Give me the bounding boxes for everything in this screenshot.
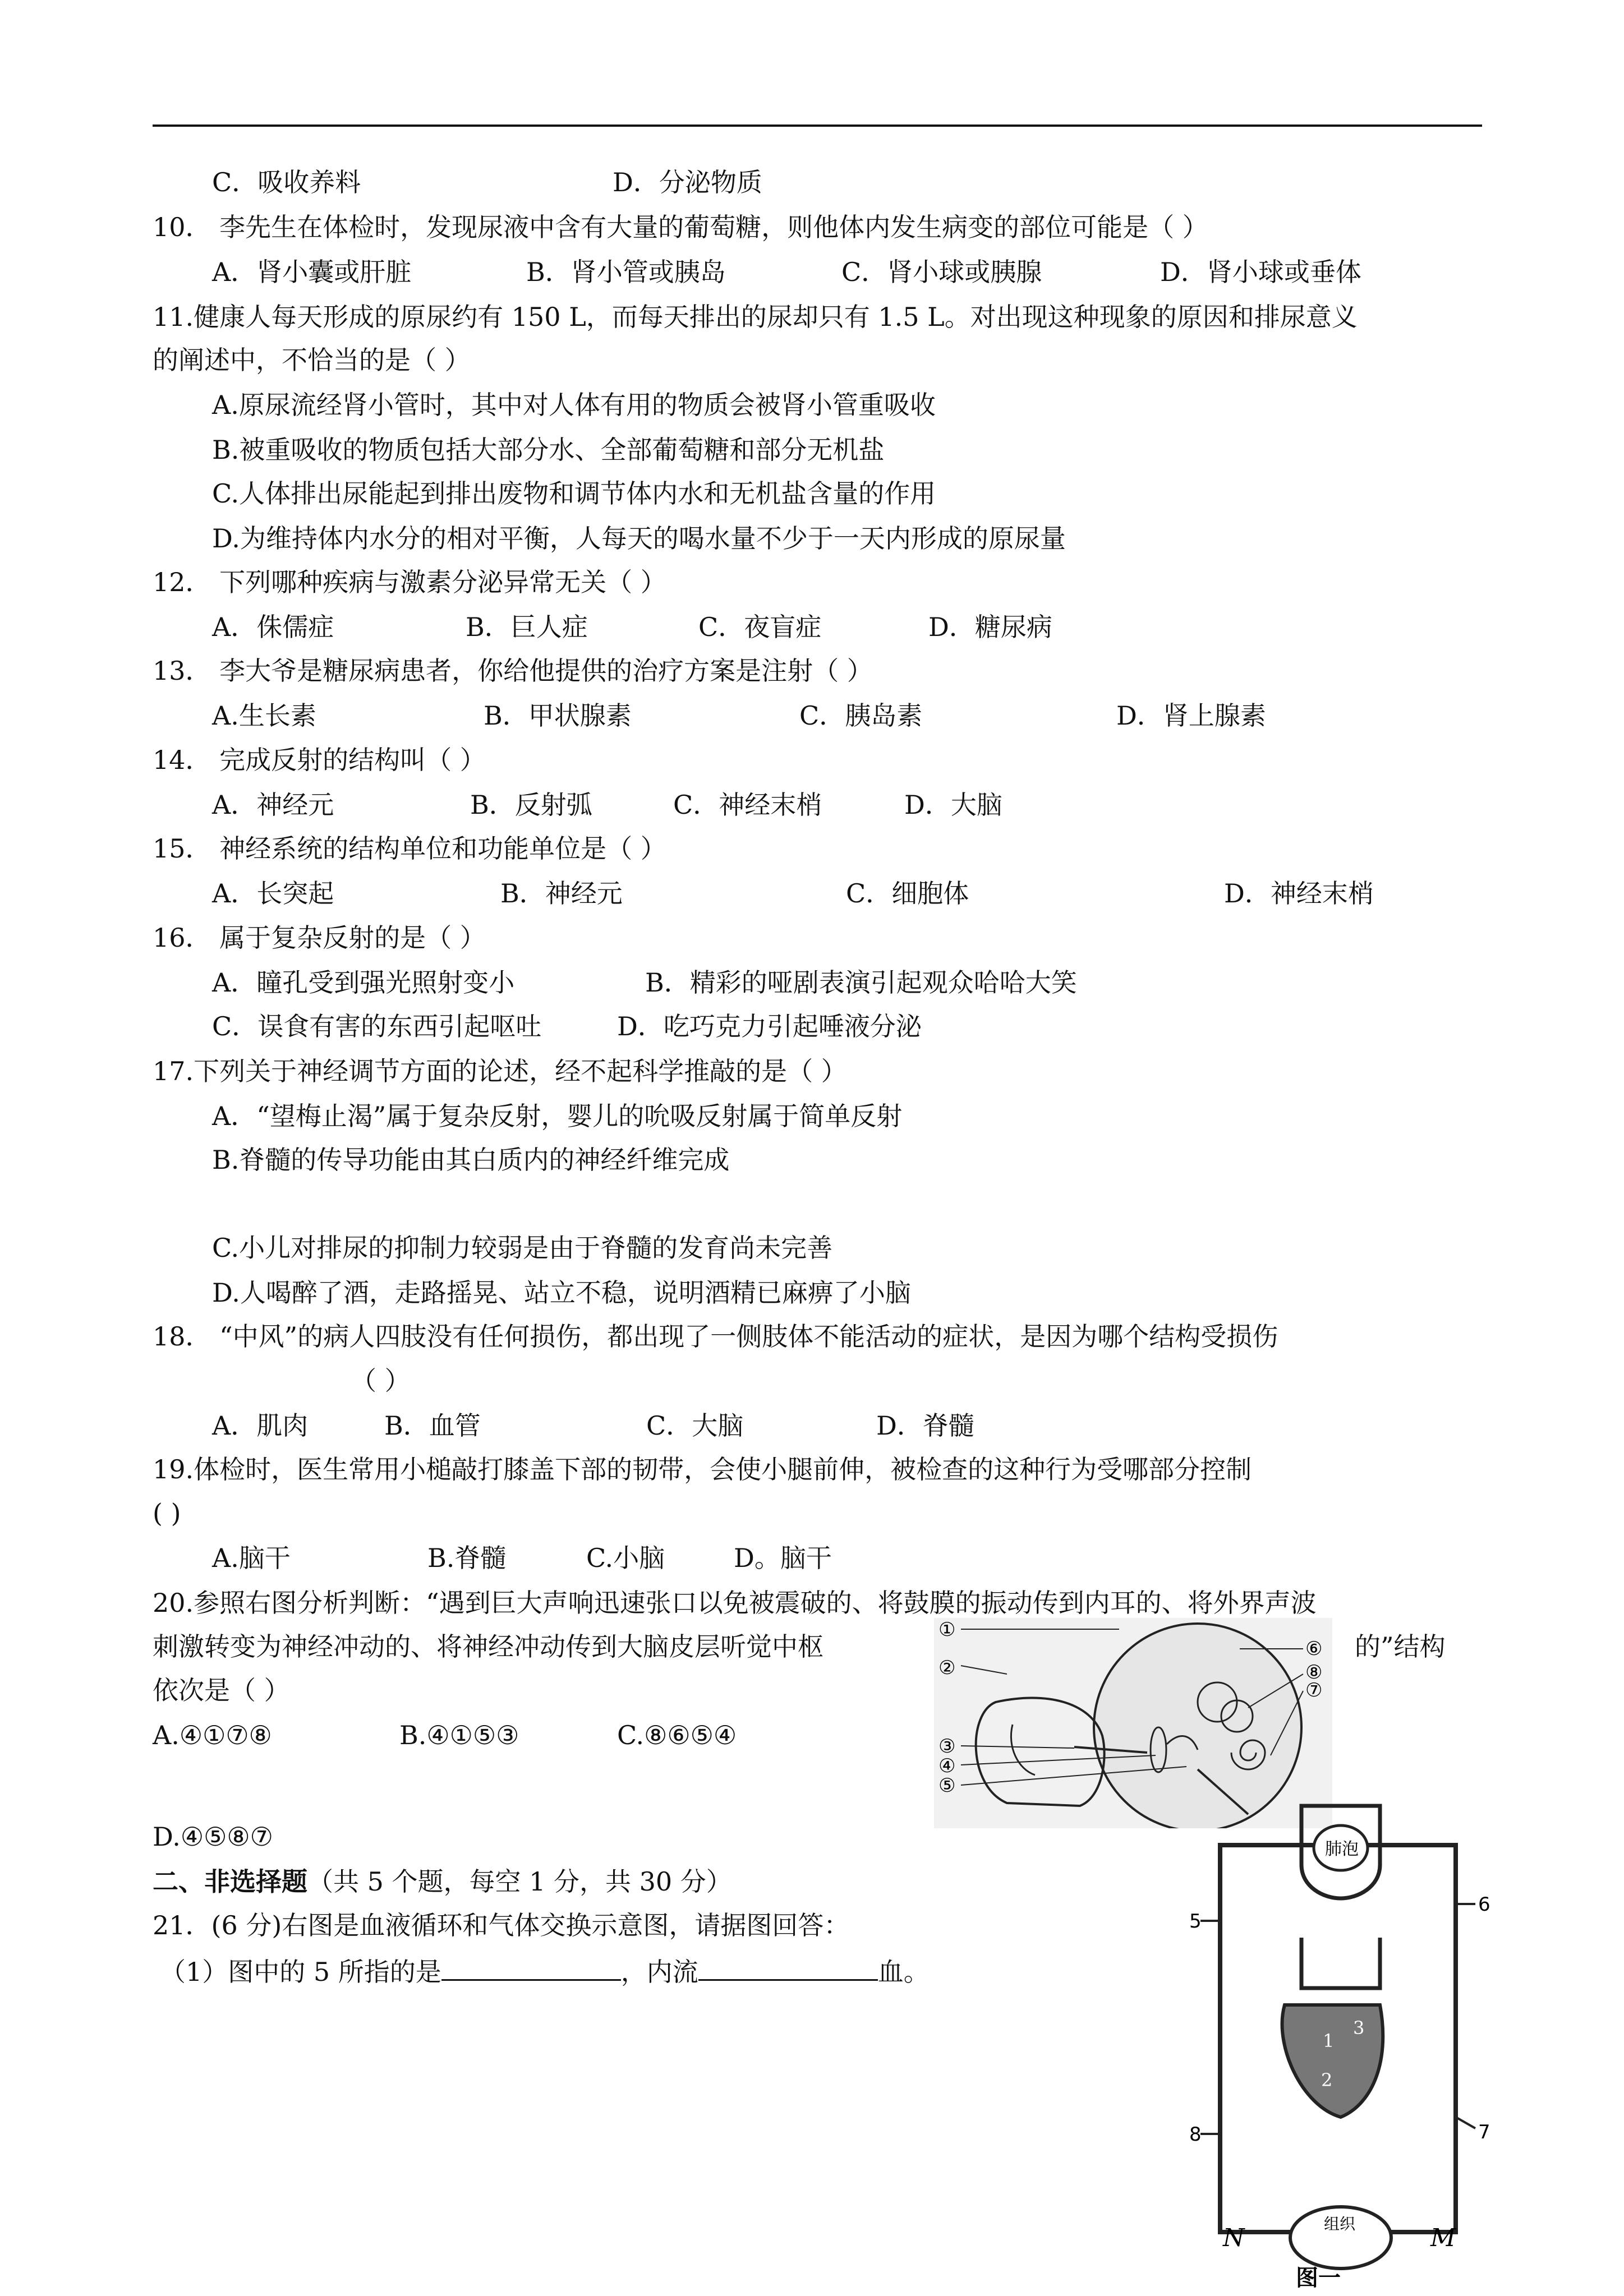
q18-option-c: C．大脑 — [646, 1410, 744, 1441]
q12-option-c: C．夜盲症 — [698, 612, 822, 642]
q20-option-b: B.④①⑤③ — [399, 1720, 519, 1750]
q20-stem-line3: 依次是（ ） — [153, 1675, 290, 1705]
ear-label-7: ⑦ — [1305, 1679, 1323, 1702]
q21-sub1-part-c: 血。 — [877, 1957, 930, 1987]
alveolus-label: 肺泡 — [1325, 1839, 1359, 1859]
q21-blank-2[interactable] — [698, 1953, 878, 1981]
q20-option-d: D.④⑤⑧⑦ — [153, 1822, 273, 1852]
q11-stem-line1: 11.健康人每天形成的原尿约有 150 L，而每天排出的尿却只有 1.5 L。对出现这种现象的原因和排尿意义 — [153, 302, 1358, 332]
q21-blank-1[interactable] — [441, 1953, 621, 1981]
q11-option-c: C.人体排出尿能起到排出废物和调节体内水和无机盐含量的作用 — [212, 478, 936, 509]
q12-option-a: A．侏儒症 — [212, 612, 334, 642]
q21-sub1-part-a: （1）图中的 5 所指的是 — [160, 1957, 441, 1987]
pinna-fold — [1011, 1725, 1035, 1775]
q14-stem: 14． 完成反射的结构叫（ ） — [153, 745, 486, 775]
heart-label-1: 1 — [1323, 2030, 1335, 2051]
q16-option-a: A．瞳孔受到强光照射变小 — [212, 967, 515, 998]
circulation-diagram-svg — [1189, 1803, 1501, 2291]
q12-option-d: D．糖尿病 — [928, 612, 1052, 642]
ear-label-1: ① — [938, 1619, 956, 1641]
ear-label-5: ⑤ — [938, 1774, 956, 1797]
heart-label-2: 2 — [1321, 2069, 1333, 2091]
header-rule — [153, 125, 1482, 127]
q13-option-d: D．肾上腺素 — [1116, 700, 1266, 731]
q14-option-d: D．大脑 — [904, 790, 1002, 820]
ear-label-3: ③ — [938, 1735, 956, 1758]
q10-option-a: A．肾小囊或肝脏 — [212, 257, 412, 287]
heart-shape — [1282, 2005, 1383, 2117]
q11-option-d: D.为维持体内水分的相对平衡，人每天的喝水量不少于一天内形成的原尿量 — [212, 523, 1066, 554]
ear-label-2: ② — [938, 1657, 956, 1679]
q18-stem-line1: 18． “中风”的病人四肢没有任何损伤，都出现了一侧肢体不能活动的症状，是因为哪个结构受损伤 — [153, 1321, 1278, 1352]
section2-heading — [153, 1865, 732, 1898]
great-vessels — [1301, 1938, 1380, 1988]
q12-stem: 12． 下列哪种疾病与激素分泌异常无关（ ） — [153, 567, 666, 597]
q13-option-c: C．胰岛素 — [799, 700, 923, 731]
figure-caption: 图一 — [1296, 2265, 1341, 2291]
section2-title: 二、非选择题 — [153, 1866, 307, 1897]
q15-stem: 15． 神经系统的结构单位和功能单位是（ ） — [153, 833, 666, 864]
q18-option-b: B．血管 — [384, 1410, 481, 1441]
q20-stem-line1: 20.参照右图分析判断：“遇到巨大声响迅速张口以免被震破的、将鼓膜的振动传到内耳的、将外界声波 — [153, 1588, 1317, 1618]
q10-option-b: B．肾小管或胰岛 — [526, 257, 726, 287]
q19-stem-line2: ( ) — [153, 1498, 181, 1528]
q17-option-a: A．“望梅止渴”属于复杂反射，婴儿的吮吸反射属于简单反射 — [212, 1101, 903, 1131]
q12-option-b: B．巨人症 — [466, 612, 588, 642]
q19-option-c: C.小脑 — [586, 1543, 665, 1573]
q17-option-b: B.脊髓的传导功能由其白质内的神经纤维完成 — [212, 1145, 730, 1175]
q19-option-a: A.脑干 — [212, 1543, 291, 1573]
label-8: 8 — [1189, 2123, 1202, 2146]
q15-option-b: B．神经元 — [500, 878, 623, 909]
q14-option-b: B．反射弧 — [470, 790, 592, 820]
q16-option-b: B．精彩的哑剧表演引起观众哈哈大笑 — [645, 967, 1077, 998]
q19-option-b: B.脊髓 — [427, 1543, 507, 1573]
ear-label-6: ⑥ — [1305, 1638, 1323, 1660]
q19-option-d: D。脑干 — [734, 1543, 832, 1573]
ear-diagram — [934, 1618, 1332, 1828]
q13-stem: 13． 李大爷是糖尿病患者，你给他提供的治疗方案是注射（ ） — [153, 656, 873, 686]
label-7: 7 — [1478, 2121, 1490, 2143]
label-M: M — [1430, 2224, 1456, 2252]
label-N: N — [1223, 2224, 1245, 2252]
q20-option-c: C.⑧⑥⑤④ — [617, 1720, 737, 1750]
q20-stem-line2a: 刺激转变为神经冲动的、将神经冲动传到大脑皮层听觉中枢 — [153, 1631, 823, 1662]
q18-option-d: D．脊髓 — [876, 1410, 974, 1441]
q11-option-a: A.原尿流经肾小管时，其中对人体有用的物质会被肾小管重吸收 — [212, 390, 936, 420]
heart-label-3: 3 — [1353, 2017, 1365, 2039]
q18-stem-line2: （ ） — [351, 1366, 411, 1396]
q15-option-c: C．细胞体 — [846, 878, 969, 909]
q14-option-c: C．神经末梢 — [673, 790, 822, 820]
q20-stem-line2b: 的”结构 — [1355, 1631, 1446, 1662]
q14-option-a: A．神经元 — [212, 790, 334, 820]
tissue-label: 组织 — [1324, 2215, 1356, 2233]
outer-ear-outline — [976, 1698, 1105, 1806]
q11-option-b: B.被重吸收的物质包括大部分水、全部葡萄糖和部分无机盐 — [212, 435, 885, 465]
q16-option-c: C．误食有害的东西引起呕吐 — [212, 1011, 542, 1041]
q10-option-d: D．肾小球或垂体 — [1160, 257, 1361, 287]
q17-option-d: D.人喝醉了酒，走路摇晃、站立不稳，说明酒精已麻痹了小脑 — [212, 1278, 911, 1308]
circulation-diagram — [1189, 1803, 1501, 2291]
q21-sub1-part-b: ，内流 — [620, 1957, 698, 1987]
label-5: 5 — [1189, 1910, 1202, 1933]
q20-option-a: A.④①⑦⑧ — [153, 1720, 272, 1750]
q21-stem: 21．(6 分)右图是血液循环和气体交换示意图，请据图回答： — [153, 1910, 850, 1940]
q10-option-c: C．肾小球或胰腺 — [841, 257, 1042, 287]
ear-label-4: ④ — [938, 1755, 956, 1777]
q10-stem: 10． 李先生在体检时，发现尿液中含有大量的葡萄糖，则他体内发生病变的部位可能是（ ） — [153, 212, 1208, 242]
section2-rest: （共 5 个题，每空 1 分，共 30 分） — [307, 1866, 732, 1897]
q13-option-b: B．甲状腺素 — [484, 700, 632, 731]
q9-option-c: C．吸收养料 — [212, 167, 361, 197]
q19-stem-line1: 19.体检时，医生常用小槌敲打膝盖下部的韧带，会使小腿前伸，被检查的这种行为受哪部分控制 — [153, 1454, 1252, 1484]
q17-stem: 17.下列关于神经调节方面的论述，经不起科学推敲的是（ ） — [153, 1056, 847, 1086]
ear-magnifier-circle — [1094, 1624, 1301, 1828]
ear-diagram-svg — [934, 1618, 1332, 1828]
q13-option-a: A.生长素 — [212, 700, 316, 731]
q15-option-a: A．长突起 — [212, 878, 334, 909]
q17-option-c: C.小儿对排尿的抑制力较弱是由于脊髓的发育尚未完善 — [212, 1233, 833, 1263]
q18-option-a: A．肌肉 — [212, 1410, 309, 1441]
label-6: 6 — [1478, 1893, 1490, 1916]
ear-label-8: ⑧ — [1305, 1661, 1323, 1684]
q16-stem: 16． 属于复杂反射的是（ ） — [153, 923, 486, 953]
q21-sub1 — [160, 1953, 930, 1989]
q11-stem-line2: 的阐述中，不恰当的是（ ） — [153, 345, 471, 375]
q15-option-d: D．神经末梢 — [1224, 878, 1374, 909]
q16-option-d: D．吃巧克力引起唾液分泌 — [617, 1011, 922, 1041]
q9-option-d: D．分泌物质 — [613, 167, 762, 197]
